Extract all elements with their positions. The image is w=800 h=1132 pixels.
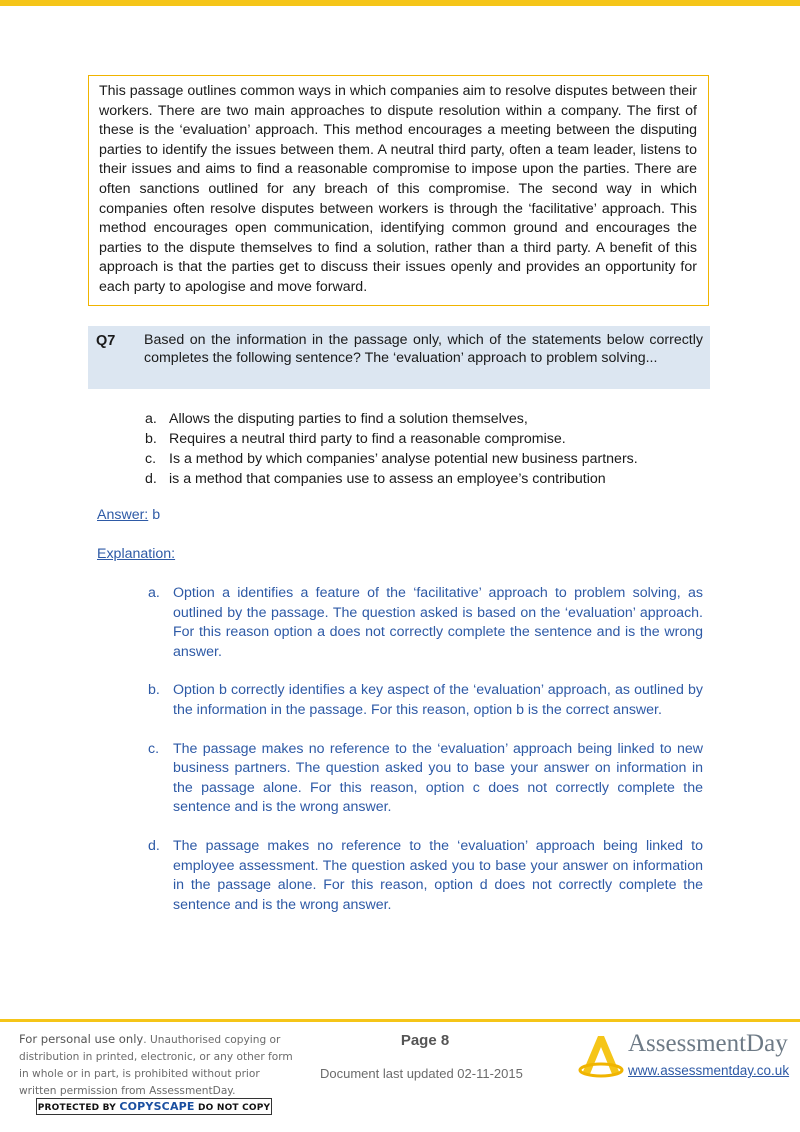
page-number: Page 8 bbox=[400, 1032, 450, 1049]
copyscape-post: DO NOT COPY bbox=[194, 1103, 271, 1113]
question-text: Based on the information in the passage only, which of the statements below correctly completes the following sentence? The ‘evaluation’ approach to problem solving... bbox=[144, 332, 703, 366]
explanation-b bbox=[148, 681, 703, 720]
explanation-text: The passage makes no reference to the ‘evaluation’ approach being linked to new business partners. The question asked you to base your answer on information in the passage alone. For this reason, option c does not correctly complete the sentence and is the wrong answer. bbox=[173, 740, 703, 816]
passage-box bbox=[88, 75, 709, 306]
answer-value: b bbox=[148, 507, 161, 523]
explanation-heading: Explanation: bbox=[97, 546, 176, 562]
explanation-text: Option a identifies a feature of the ‘facilitative’ approach to problem solving, as outlined by the passage. The question asked is based on the ‘evaluation’ approach. For this reason option a does not correctly complete the sentence and is the wrong answer. bbox=[173, 585, 703, 660]
option-letter: a. bbox=[145, 411, 157, 427]
option-letter: d. bbox=[145, 471, 157, 487]
explanation-letter: a. bbox=[148, 585, 160, 601]
copyscape-pre: PROTECTED BY bbox=[37, 1103, 120, 1113]
option-text: Is a method by which companies’ analyse potential new business partners. bbox=[169, 451, 638, 467]
option-letter: c. bbox=[145, 451, 157, 467]
top-accent-bar bbox=[0, 0, 800, 6]
option-b bbox=[145, 429, 638, 449]
explanation-letter: b. bbox=[148, 682, 160, 699]
option-a bbox=[145, 409, 638, 429]
option-letter: b. bbox=[145, 431, 157, 447]
footer-divider bbox=[0, 1019, 800, 1022]
copyscape-brand: COPYSCAPE bbox=[119, 1100, 195, 1113]
question-band bbox=[88, 326, 710, 389]
explanation-c bbox=[148, 740, 703, 818]
explanation-list bbox=[148, 584, 703, 934]
question-number: Q7 bbox=[96, 333, 116, 349]
answer-options bbox=[145, 409, 638, 489]
explanation-text: The passage makes no reference to the ‘evaluation’ approach being linked to employee assessment. The question asked you to base your answer on information in the passage alone. For this reason, option d does not correctly complete the sentence and is the wrong answer. bbox=[173, 837, 703, 913]
copyright-notice bbox=[19, 1031, 299, 1100]
assessmentday-logo-icon bbox=[578, 1030, 624, 1080]
passage-text: This passage outlines common ways in which companies aim to resolve disputes between their workers. There are two main approaches to dispute resolution within a company. The first of these is the ‘evaluation’ approach. This method encourages a meeting between the disputing parties to identify the issues between them. A neutral third party, often a team leader, listens to their issues and aims to find a reasonable compromise to impose upon the parties. There are often sanctions outlined for any breach of this compromise. The second way in which companies often resolve disputes between workers is through the ‘facilitative’ approach. This method encourages open communication, identifying common ground and encourages the parties to the dispute themselves to find a solution, rather than a third party. A benefit of this approach is that the parties get to discuss their issues openly and provides an opportunity for each party to apologise and move forward. bbox=[99, 83, 697, 295]
explanation-a bbox=[148, 584, 703, 662]
brand-url-link[interactable]: www.assessmentday.co.uk bbox=[628, 1063, 790, 1078]
answer-line bbox=[97, 507, 160, 523]
explanation-d bbox=[148, 837, 703, 915]
brand-name: AssessmentDay bbox=[628, 1030, 788, 1057]
option-text: is a method that companies use to assess an employee’s contribution bbox=[169, 471, 606, 487]
copyscape-badge[interactable] bbox=[36, 1098, 272, 1115]
notice-strong: For personal use only bbox=[19, 1032, 144, 1046]
option-c bbox=[145, 449, 638, 469]
explanation-text: Option b correctly identifies a key aspect of the ‘evaluation’ approach, as outlined by the information in the passage. For this reason, option b is the correct answer. bbox=[173, 682, 703, 718]
explanation-letter: d. bbox=[148, 837, 160, 854]
answer-label: Answer: bbox=[97, 507, 149, 523]
explanation-letter: c. bbox=[148, 740, 160, 757]
option-text: Requires a neutral third party to find a reasonable compromise. bbox=[169, 431, 566, 447]
option-d bbox=[145, 469, 638, 489]
option-text: Allows the disputing parties to find a solution themselves, bbox=[169, 411, 528, 427]
document-updated: Document last updated 02-11-2015 bbox=[320, 1066, 523, 1081]
notice-rest: . Unauthorised copying or distribution in printed, electronic, or any other form in whole or in part, is prohibited without prior written permission from AssessmentDay. bbox=[19, 1034, 293, 1097]
